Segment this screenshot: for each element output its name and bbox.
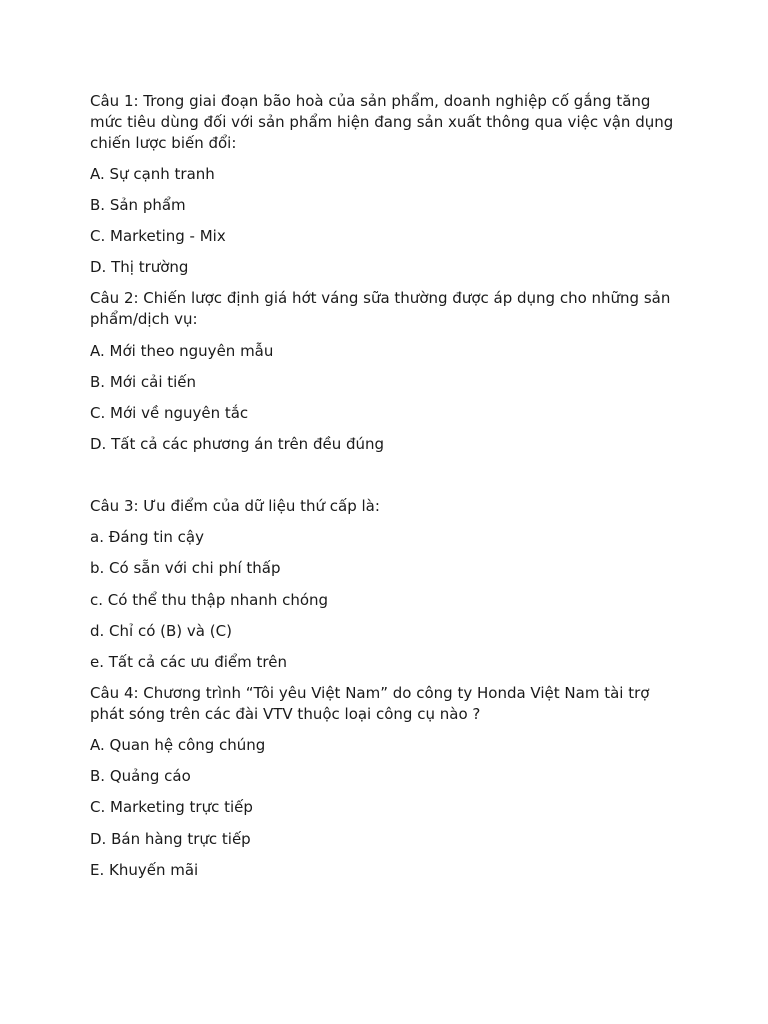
question-1-option-b: B. Sản phẩm bbox=[90, 196, 186, 214]
question-3-option-b: b. Có sẵn với chi phí thấp bbox=[90, 559, 281, 577]
question-2-text-line-1: Câu 2: Chiến lược định giá hớt váng sữa thường được áp dụng cho những sản bbox=[90, 289, 671, 307]
question-1-option-c: C. Marketing - Mix bbox=[90, 227, 226, 245]
question-4-option-c: C. Marketing trực tiếp bbox=[90, 798, 253, 816]
question-3-option-d: d. Chỉ có (B) và (C) bbox=[90, 622, 232, 640]
question-2-option-c: C. Mới về nguyên tắc bbox=[90, 404, 249, 422]
question-1-text-line-1: Câu 1: Trong giai đoạn bão hoà của sản phẩm, doanh nghiệp cố gắng tăng bbox=[90, 92, 651, 110]
question-4-option-d: D. Bán hàng trực tiếp bbox=[90, 830, 251, 848]
question-3-text-line-1: Câu 3: Ưu điểm của dữ liệu thứ cấp là: bbox=[90, 497, 380, 515]
question-3-option-a: a. Đáng tin cậy bbox=[90, 528, 204, 546]
question-1-option-a: A. Sự cạnh tranh bbox=[90, 165, 215, 183]
question-4-option-b: B. Quảng cáo bbox=[90, 767, 191, 785]
question-4-option-a: A. Quan hệ công chúng bbox=[90, 736, 266, 754]
question-4-text-line-1: Câu 4: Chương trình “Tôi yêu Việt Nam” do công ty Honda Việt Nam tài trợ bbox=[90, 684, 650, 702]
question-1-text-line-3: chiến lược biến đổi: bbox=[90, 134, 237, 152]
question-3-option-c: c. Có thể thu thập nhanh chóng bbox=[90, 591, 329, 609]
question-4-text-line-2: phát sóng trên các đài VTV thuộc loại công cụ nào ? bbox=[90, 705, 481, 723]
question-2-option-b: B. Mới cải tiến bbox=[90, 373, 197, 391]
question-1-text-line-2: mức tiêu dùng đối với sản phẩm hiện đang sản xuất thông qua việc vận dụng bbox=[90, 113, 674, 131]
question-2-option-a: A. Mới theo nguyên mẫu bbox=[90, 342, 274, 360]
question-2-option-d: D. Tất cả các phương án trên đều đúng bbox=[90, 435, 385, 453]
question-1-option-d: D. Thị trường bbox=[90, 258, 189, 276]
question-4-option-e: E. Khuyến mãi bbox=[90, 861, 199, 879]
question-2-text-line-2: phẩm/dịch vụ: bbox=[90, 310, 198, 328]
question-3-option-e: e. Tất cả các ưu điểm trên bbox=[90, 653, 287, 671]
